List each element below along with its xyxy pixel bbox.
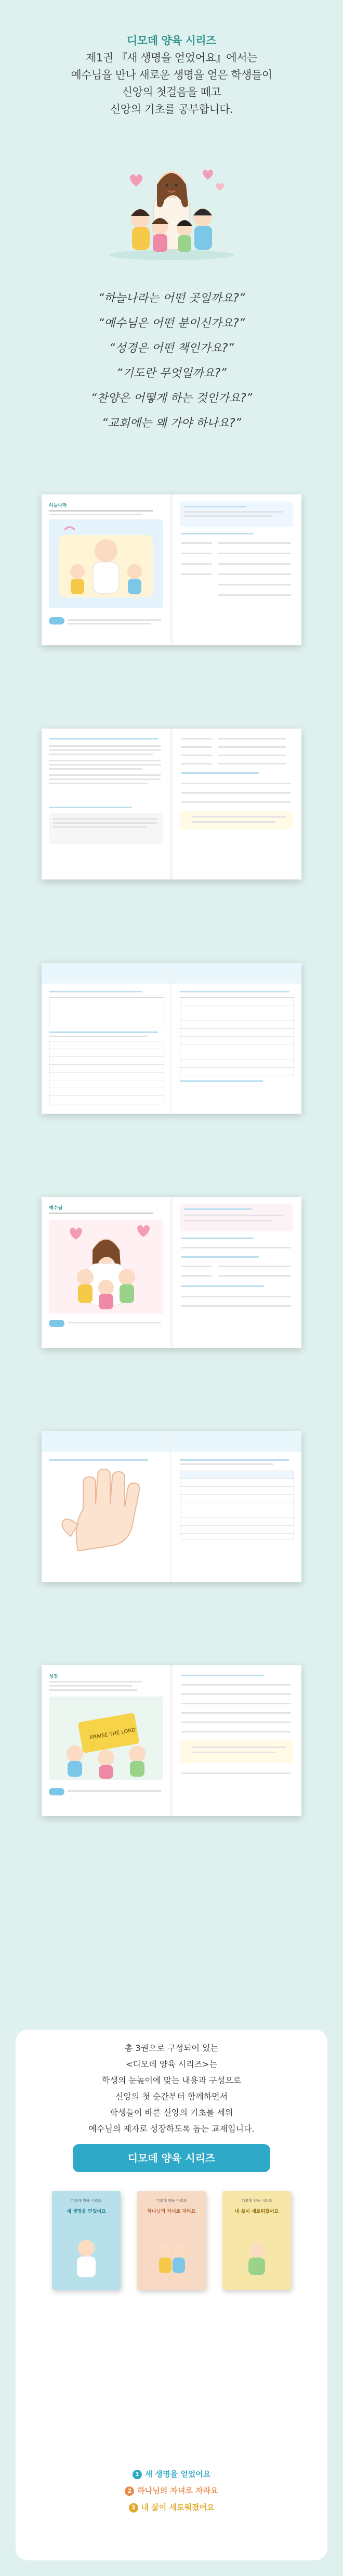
desc-line: 예수님의 제자로 성장하도록 돕는 교재입니다. — [88, 2124, 255, 2134]
series-summary-card — [16, 2030, 327, 2560]
volume-number-badge: 1 — [133, 2470, 142, 2479]
lesson-illustration — [49, 1220, 163, 1313]
lesson-title: 예수님 — [49, 1206, 63, 1211]
book-spread-6 — [42, 1665, 301, 1816]
spread-right-page — [172, 494, 301, 645]
question-list — [0, 286, 343, 436]
book-title: 내 삶이 새로워졌어요 — [234, 2209, 279, 2214]
book-spread-2 — [42, 729, 301, 879]
spread-right-page — [172, 1197, 301, 1348]
desc-line: 학생들이 바른 신앙의 기초를 세워 — [110, 2108, 233, 2118]
heaven-illustration — [49, 519, 163, 608]
volume-label: 하나님의 자녀로 자라요 — [137, 2486, 218, 2495]
spread-right-page — [172, 963, 301, 1114]
series-banner: 디모데 양육 시리즈 — [73, 2144, 270, 2172]
book-cover-2 — [137, 2191, 206, 2290]
book-spread-1 — [42, 494, 301, 645]
lesson-title: 성경 — [49, 1674, 58, 1679]
book-cover-illustration — [236, 2233, 278, 2279]
series-description — [16, 2040, 327, 2137]
worksheet-table — [49, 1041, 164, 1104]
bible-reading-illustration — [49, 1697, 163, 1780]
book-title: 하나님의 자녀로 자라요 — [147, 2209, 196, 2214]
book-spread-3 — [42, 963, 301, 1114]
desc-line: 총 3권으로 구성되어 있는 — [125, 2043, 218, 2053]
spread-right-page — [172, 1431, 301, 1582]
hand-prayer-illustration — [57, 1468, 156, 1556]
volume-number-badge: 3 — [129, 2503, 138, 2513]
intro-section — [0, 0, 343, 156]
volume-label: 내 삶이 새로워졌어요 — [141, 2503, 215, 2512]
intro-line: 신앙의 첫걸음을 떼고 — [122, 86, 221, 98]
book-series-label: 디모데 양육 시리즈 — [156, 2199, 187, 2203]
spread-right-page — [172, 1665, 301, 1816]
cloud-icon — [49, 1320, 64, 1327]
jesus-hugging-children-illustration — [49, 1220, 163, 1313]
book-spread-5 — [42, 1431, 301, 1582]
intro-line: 제1권 『새 생명을 얻었어요』에서는 — [86, 52, 257, 64]
volume-label: 새 생명을 얻었어요 — [144, 2469, 211, 2479]
spread-left-page — [42, 1197, 172, 1348]
book-title: 새 생명을 얻었어요 — [67, 2209, 106, 2214]
intro-line: 신앙의 기초를 공부합니다. — [110, 103, 233, 116]
desc-line: 신앙의 첫 순간부터 함께하면서 — [115, 2092, 228, 2101]
worksheet-table — [180, 1471, 294, 1539]
question-item: “교회에는 왜 가야 하나요?” — [102, 417, 241, 430]
spread-left-page — [42, 1665, 172, 1816]
series-title: 디모데 양육 시리즈 — [127, 34, 216, 47]
spread-left-page — [42, 963, 172, 1114]
book-cover-illustration — [151, 2233, 192, 2279]
book-cover-illustration — [65, 2233, 107, 2279]
book-series-label: 디모데 양육 시리즈 — [241, 2199, 272, 2203]
book-series-label: 디모데 양육 시리즈 — [71, 2199, 102, 2203]
spread-left-page — [42, 494, 172, 645]
lesson-title: 하늘나라 — [49, 503, 67, 508]
question-item: “찬양은 어떻게 하는 것인가요?” — [90, 392, 253, 405]
cloud-icon — [49, 617, 64, 624]
spread-left-page — [42, 729, 172, 879]
volume-number-badge: 2 — [125, 2486, 134, 2496]
spread-left-page — [42, 1431, 172, 1582]
intro-line: 예수님을 만나 새로운 생명을 얻은 학생들이 — [71, 69, 272, 81]
question-item: “기도란 무엇일까요?” — [116, 367, 227, 380]
desc-line: <디모데 양육 시리즈>는 — [125, 2059, 218, 2069]
book-spread-4 — [42, 1197, 301, 1348]
volume-1 — [16, 2467, 327, 2481]
cloud-icon — [49, 1788, 64, 1795]
volume-2 — [16, 2483, 327, 2498]
lesson-illustration — [49, 1697, 163, 1780]
book-cover-1 — [52, 2191, 121, 2290]
svg-text:PRAISE THE LORD: PRAISE THE LORD — [89, 1727, 136, 1741]
question-item: “예수님은 어떤 분이신가요?” — [98, 317, 245, 330]
question-item: “성경은 어떤 책인가요?” — [109, 342, 234, 355]
question-item: “하늘나라는 어떤 곳일까요?” — [98, 292, 245, 305]
lesson-illustration — [49, 519, 163, 608]
jesus-with-children-illustration — [99, 156, 244, 260]
worksheet-table — [180, 997, 294, 1076]
book-cover-3 — [222, 2191, 291, 2290]
volume-3 — [16, 2500, 327, 2515]
desc-line: 학생의 눈높이에 맞는 내용과 구성으로 — [102, 2075, 241, 2085]
spread-right-page — [172, 729, 301, 879]
